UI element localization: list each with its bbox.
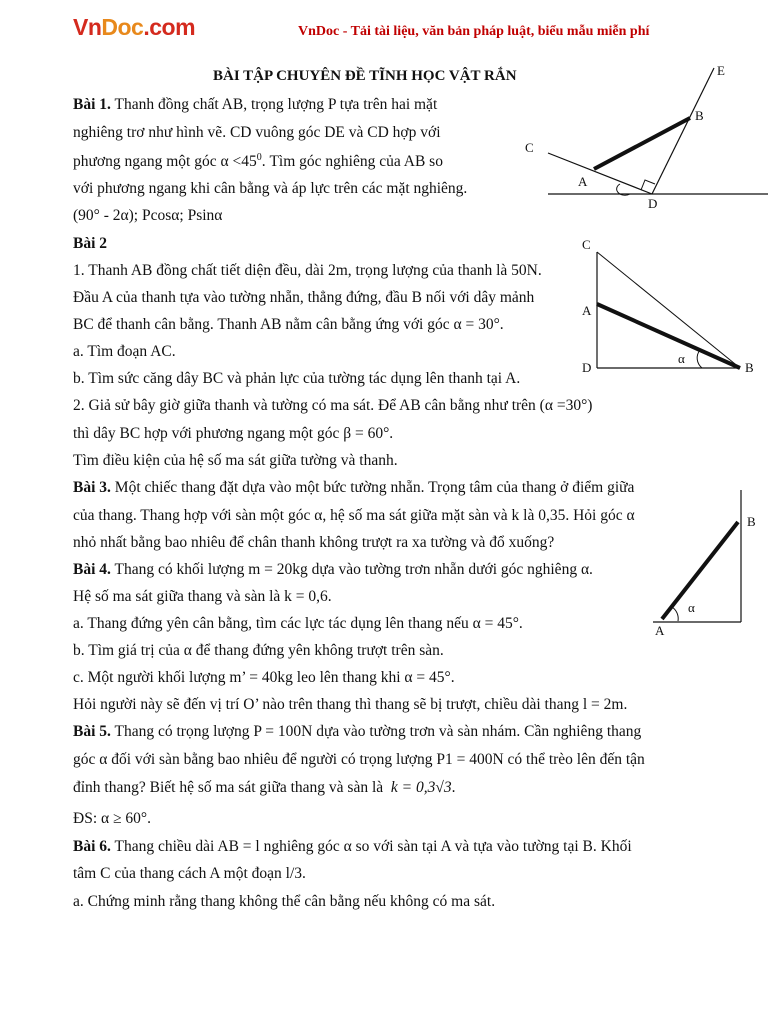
text-line: c. Một người khối lượng m’ = 40kg leo lên thang khi α = 45°. bbox=[73, 669, 455, 686]
logo-vn: Vn bbox=[73, 14, 102, 40]
text-line: phương ngang một góc $\alpha <45^0$. Tìm góc nghiêng của AB so bbox=[73, 152, 443, 171]
logo-doc: Doc bbox=[101, 14, 144, 40]
text-line: nhỏ nhất bằng bao nhiêu để chân thanh không trượt ra xa tường và đổ xuống? bbox=[73, 534, 555, 551]
fig2-label-d: D bbox=[582, 360, 592, 375]
figure-bai-3 bbox=[653, 490, 756, 638]
text-line: Bài 6. Thang chiều dài AB = l nghiêng góc α so với sàn tại A và tựa vào tường tại B. Khối bbox=[73, 838, 632, 855]
exercise-label: Bài 4. bbox=[73, 561, 111, 578]
text-line: với phương ngang khi cân bằng và áp lực trên các mặt nghiêng. bbox=[73, 180, 468, 197]
figure-bai-2 bbox=[582, 237, 754, 375]
text-line: Hệ số ma sát giữa thang và sàn là k = 0,6. bbox=[73, 588, 332, 605]
figure-bai-1 bbox=[525, 63, 768, 211]
text-line: Tìm điều kiện của hệ số ma sát giữa tường và thanh. bbox=[73, 452, 398, 469]
fig1-label-b: B bbox=[695, 108, 704, 123]
fig3-ladder-ab bbox=[662, 522, 738, 619]
logo-com: .com bbox=[143, 14, 196, 40]
text-line: nghiêng trơ như hình vẽ. CD vuông góc DE và CD hợp với bbox=[73, 124, 441, 141]
fig1-right-angle-mark bbox=[641, 180, 655, 190]
fig2-string-bc bbox=[597, 252, 740, 368]
text-line: b. Tìm sức căng dây BC và phản lực của tường tác dụng lên thanh tại A. bbox=[73, 370, 521, 387]
text-line: thì dây BC hợp với phương ngang một góc β = 60°. bbox=[73, 425, 394, 442]
fig2-label-c: C bbox=[582, 237, 591, 252]
text-line: tâm C của thang cách A một đoạn l/3. bbox=[73, 865, 306, 882]
text-line: Bài 5. Thang có trọng lượng P = 100N dựa vào tường trơn và sàn nhám. Cần nghiêng thang bbox=[73, 723, 642, 740]
fig1-rod-ab bbox=[594, 118, 690, 169]
document-title: BÀI TẬP CHUYÊN ĐỀ TĨNH HỌC VẬT RẮN bbox=[213, 68, 517, 84]
fig3-label-alpha: α bbox=[688, 600, 695, 615]
text-line: đỉnh thang? Biết hệ số ma sát giữa thang và sàn là k = 0,3√3. bbox=[73, 779, 456, 796]
text-line: Bài 3. Một chiếc thang đặt dựa vào một bức tường nhẵn. Trọng tâm của thang ở điểm giữa bbox=[73, 479, 635, 496]
exercise-label: Bài 5. bbox=[73, 723, 111, 740]
fig1-label-e: E bbox=[717, 63, 725, 78]
fig1-incline-cd bbox=[548, 153, 652, 194]
fig2-label-a: A bbox=[582, 303, 592, 318]
text-line: b. Tìm giá trị của α để thang đứng yên không trượt trên sàn. bbox=[73, 642, 444, 659]
superscript: 0 bbox=[256, 152, 262, 163]
answer-line: (90° - 2α); Pcosα; Psinα bbox=[73, 207, 223, 224]
text-line: Đầu A của thanh tựa vào tường nhẵn, thẳng đứng, đầu B nối với dây mảnh bbox=[73, 289, 535, 306]
fig1-label-d: D bbox=[648, 196, 658, 211]
fig1-label-a: A bbox=[578, 174, 588, 189]
fig2-label-b: B bbox=[745, 360, 754, 375]
fig1-label-c: C bbox=[525, 140, 534, 155]
exercise-label: Bài 6. bbox=[73, 838, 111, 855]
exercise-label: Bài 2 bbox=[73, 235, 108, 252]
text-line: BC để thanh cân bằng. Thanh AB nằm cân bằng ứng với góc α = 30°. bbox=[73, 316, 504, 333]
text-line: Bài 1. Thanh đồng chất AB, trọng lượng P tựa trên hai mặt bbox=[73, 96, 438, 113]
text-line: Hỏi người này sẽ đến vị trí O’ nào trên thang thì thang sẽ bị trượt, chiều dài thang l = 2m. bbox=[73, 696, 628, 713]
header-tagline: VnDoc - Tải tài liệu, văn bản pháp luật, biểu mẫu miễn phí bbox=[298, 24, 650, 39]
text-line: của thang. Thang hợp với sàn một góc α, hệ số ma sát giữa mặt sàn và k là 0,35. Hỏi góc α bbox=[73, 507, 635, 524]
answer-line: ĐS: α ≥ 60°. bbox=[73, 810, 151, 827]
exercise-label: Bài 3. bbox=[73, 479, 111, 496]
friction-formula: k = 0,3√3 bbox=[390, 779, 452, 796]
text-line: a. Tìm đoạn AC. bbox=[73, 343, 176, 360]
fig2-label-alpha: α bbox=[678, 351, 685, 366]
fig3-label-a: A bbox=[655, 623, 665, 638]
text-line: 2. Giả sử bây giờ giữa thanh và tường có ma sát. Để AB cân bằng như trên (α =30°) bbox=[73, 397, 593, 414]
text-line: a. Thang đứng yên cân bằng, tìm các lực tác dụng lên thang nếu α = 45°. bbox=[73, 615, 523, 632]
text-line: góc α đối với sàn bằng bao nhiêu để người có trọng lượng P1 = 400N có thể trèo lên đến tận bbox=[73, 751, 645, 768]
text-line: a. Chứng minh rằng thang không thể cân bằng nếu không có ma sát. bbox=[73, 893, 496, 910]
fig2-rod-ab bbox=[597, 304, 740, 368]
exercise-label: Bài 1. bbox=[73, 96, 111, 113]
fig3-angle-arc bbox=[672, 607, 678, 621]
fig3-label-b: B bbox=[747, 514, 756, 529]
text-line: Bài 4. Thang có khối lượng m = 20kg dựa vào tường trơn nhẵn dưới góc nghiêng α. bbox=[73, 561, 593, 578]
text-line: 1. Thanh AB đồng chất tiết diện đều, dài 2m, trọng lượng của thanh là 50N. bbox=[73, 262, 542, 279]
